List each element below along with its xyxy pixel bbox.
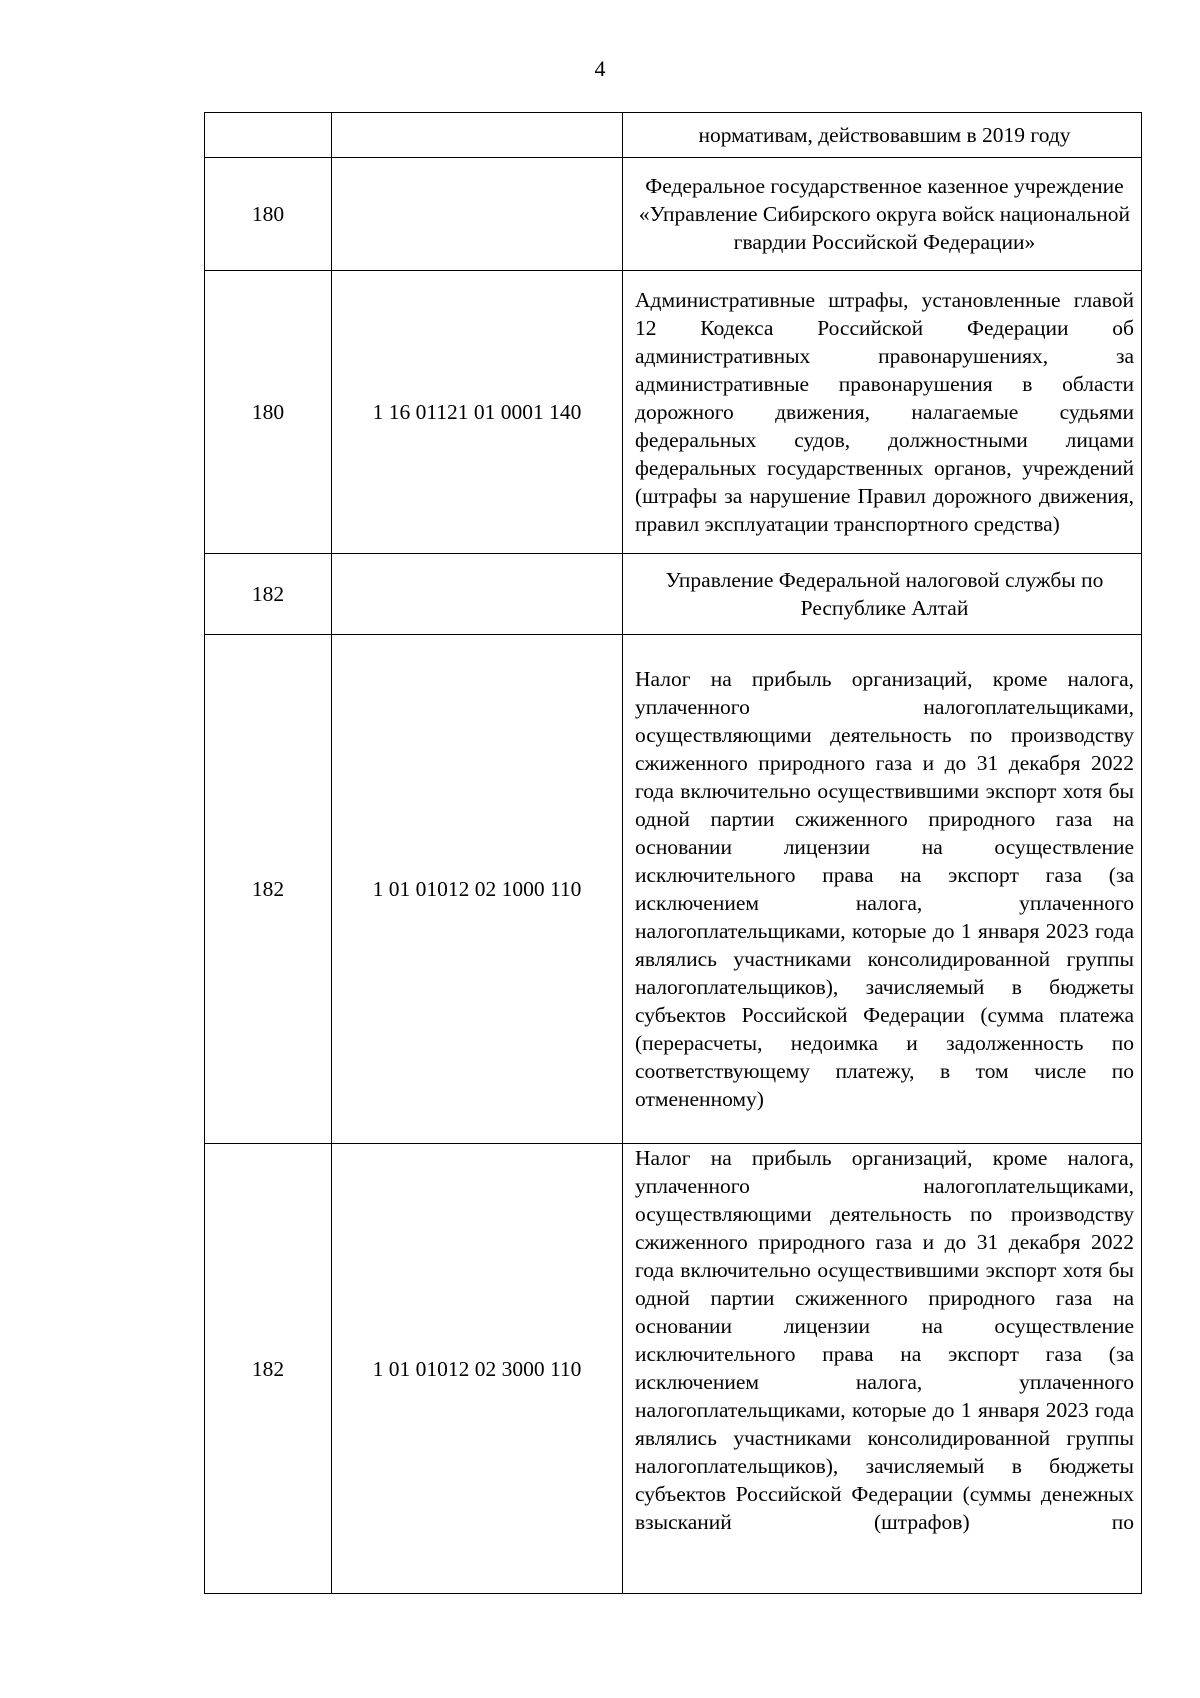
description-cell: Административные штрафы, установленные главой 12 Кодекса Российской Федерации об административных правонарушениях, за административные правонарушения в области дорожного движения, налагаемые судьями федеральных судов, должностными лицами федеральных государственных органов, учреждений (штрафы за нарушение Правил дорожного движения, правил эксплуатации транспортного средства) xyxy=(623,271,1142,554)
admin-code-cell: 180 xyxy=(205,158,332,271)
budget-code-cell: 1 16 01121 01 0001 140 xyxy=(332,271,623,554)
budget-code-cell: 1 01 01012 02 3000 110 xyxy=(332,1144,623,1594)
description-cell: Налог на прибыль организаций, кроме налога, уплаченного налогоплательщиками, осуществляющими деятельность по производству сжиженного природного газа и до 31 декабря 2022 года включительно осуществившими экспорт хотя бы одной партии сжиженного природного газа на основании лицензии на осуществление исключительного права на экспорт газа (за исключением налога, уплаченного налогоплательщиками, которые до 1 января 2023 года являлись участниками консолидированной группы налогоплательщиков), зачисляемый в бюджеты субъектов Российской Федерации (сумма платежа (перерасчеты, недоимка и задолженность по соответствующему платежу, в том числе по отмененному) xyxy=(623,635,1142,1144)
budget-code-cell xyxy=(332,113,623,158)
description-cell: Управление Федеральной налоговой службы по Республике Алтай xyxy=(623,554,1142,635)
table-row xyxy=(205,271,1142,554)
table-row xyxy=(205,635,1142,1144)
admin-code-cell: 180 xyxy=(205,271,332,554)
budget-code-cell xyxy=(332,554,623,635)
budget-code-cell: 1 01 01012 02 1000 110 xyxy=(332,635,623,1144)
description-cell: нормативам, действовавшим в 2019 году xyxy=(623,113,1142,158)
table-row xyxy=(205,113,1142,158)
admin-code-cell: 182 xyxy=(205,635,332,1144)
table-row xyxy=(205,158,1142,271)
table-row xyxy=(205,554,1142,635)
income-codes-table xyxy=(204,112,1142,1594)
description-cell: Федеральное государственное казенное учреждение «Управление Сибирского округа войск национальной гвардии Российской Федерации» xyxy=(623,158,1142,271)
description-cell: Налог на прибыль организаций, кроме налога, уплаченного налогоплательщиками, осуществляющими деятельность по производству сжиженного природного газа и до 31 декабря 2022 года включительно осуществившими экспорт хотя бы одной партии сжиженного природного газа на основании лицензии на осуществление исключительного права на экспорт газа (за исключением налога, уплаченного налогоплательщиками, которые до 1 января 2023 года являлись участниками консолидированной группы налогоплательщиков), зачисляемый в бюджеты субъектов Российской Федерации (суммы денежных взысканий (штрафов) по xyxy=(623,1144,1142,1594)
admin-code-cell: 182 xyxy=(205,554,332,635)
page-number: 4 xyxy=(594,56,606,81)
budget-code-cell xyxy=(332,158,623,271)
admin-code-cell xyxy=(205,113,332,158)
admin-code-cell: 182 xyxy=(205,1144,332,1594)
table-row xyxy=(205,1144,1142,1594)
